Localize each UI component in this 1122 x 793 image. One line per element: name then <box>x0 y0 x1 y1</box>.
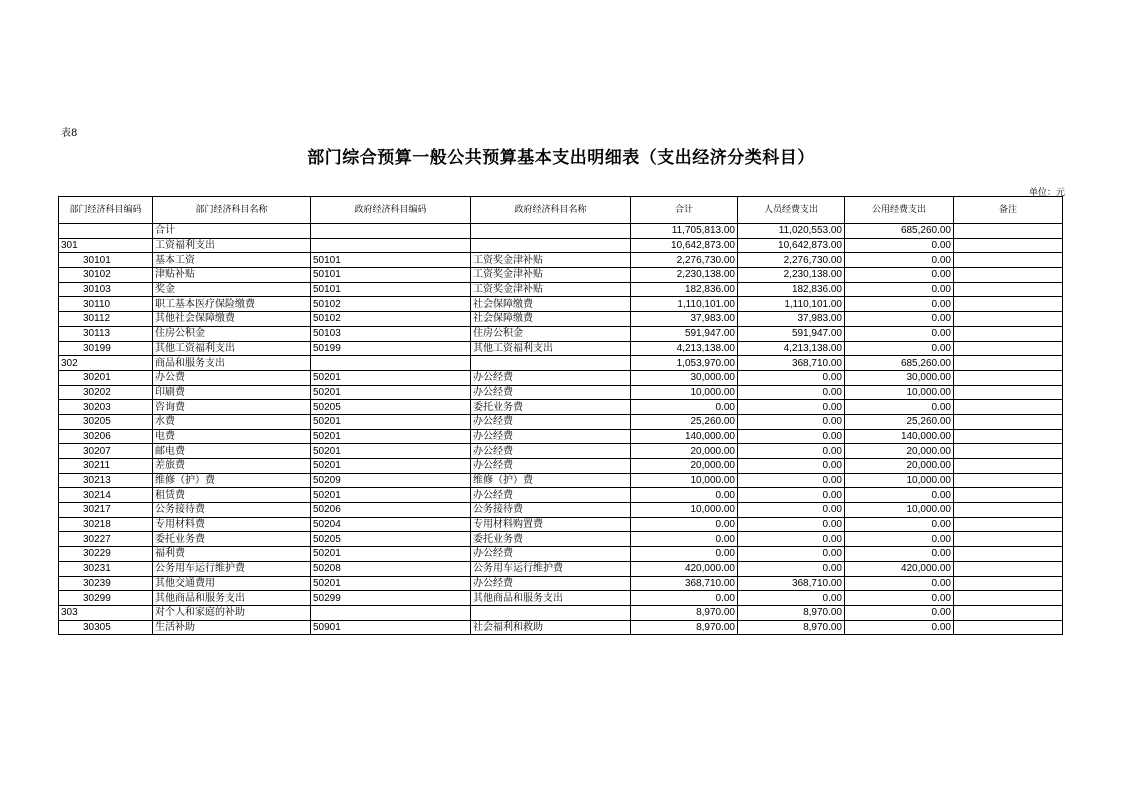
table-row <box>59 297 1063 312</box>
row-gov-code-cell: 50201 <box>311 385 471 400</box>
row-public-cell: 140,000.00 <box>845 429 954 444</box>
row-gov-name-cell: 公务接待费 <box>471 503 631 518</box>
row-code-cell: 30101 <box>59 253 153 268</box>
row-total-cell: 10,000.00 <box>631 473 738 488</box>
row-note-cell <box>954 356 1063 371</box>
table-row <box>59 532 1063 547</box>
row-code-cell: 30206 <box>59 429 153 444</box>
row-public-cell: 420,000.00 <box>845 561 954 576</box>
row-code-cell: 30211 <box>59 459 153 474</box>
row-total-cell: 37,983.00 <box>631 312 738 327</box>
row-note-cell <box>954 503 1063 518</box>
header-note: 备注 <box>954 197 1063 224</box>
row-public-cell: 30,000.00 <box>845 370 954 385</box>
table-row <box>59 312 1063 327</box>
row-personnel-cell: 368,710.00 <box>738 576 845 591</box>
row-personnel-cell: 0.00 <box>738 503 845 518</box>
row-personnel-cell: 8,970.00 <box>738 620 845 635</box>
row-personnel-cell: 2,276,730.00 <box>738 253 845 268</box>
row-gov-code-cell: 50102 <box>311 312 471 327</box>
row-personnel-cell: 0.00 <box>738 444 845 459</box>
row-personnel-cell: 0.00 <box>738 532 845 547</box>
row-gov-code-cell: 50204 <box>311 517 471 532</box>
table-row <box>59 620 1063 635</box>
table-number: 表8 <box>61 128 78 139</box>
row-personnel-cell: 2,230,138.00 <box>738 268 845 283</box>
row-name-cell: 租赁费 <box>153 488 311 503</box>
row-public-cell: 0.00 <box>845 297 954 312</box>
row-gov-code-cell: 50201 <box>311 576 471 591</box>
row-note-cell <box>954 385 1063 400</box>
row-note-cell <box>954 620 1063 635</box>
row-name-cell: 咨询费 <box>153 400 311 415</box>
row-gov-code-cell: 50201 <box>311 444 471 459</box>
row-total-cell: 10,000.00 <box>631 385 738 400</box>
row-code-cell: 30102 <box>59 268 153 283</box>
row-code-cell: 30110 <box>59 297 153 312</box>
row-code-cell: 30299 <box>59 591 153 606</box>
row-gov-name-cell: 维修（护）费 <box>471 473 631 488</box>
row-personnel-cell: 11,020,553.00 <box>738 224 845 239</box>
row-gov-name-cell <box>471 356 631 371</box>
row-gov-code-cell: 50201 <box>311 414 471 429</box>
row-name-cell: 其他交通费用 <box>153 576 311 591</box>
row-code-cell: 30113 <box>59 326 153 341</box>
row-gov-name-cell: 社会福利和救助 <box>471 620 631 635</box>
row-public-cell: 0.00 <box>845 282 954 297</box>
table-row <box>59 444 1063 459</box>
row-note-cell <box>954 547 1063 562</box>
row-gov-code-cell: 50201 <box>311 459 471 474</box>
row-gov-code-cell: 50201 <box>311 429 471 444</box>
table-row <box>59 370 1063 385</box>
row-personnel-cell: 10,642,873.00 <box>738 238 845 253</box>
row-public-cell: 10,000.00 <box>845 473 954 488</box>
row-gov-name-cell: 办公经费 <box>471 459 631 474</box>
row-code-cell: 30201 <box>59 370 153 385</box>
row-total-cell: 0.00 <box>631 517 738 532</box>
row-name-cell: 合计 <box>153 224 311 239</box>
row-note-cell <box>954 326 1063 341</box>
row-public-cell: 0.00 <box>845 576 954 591</box>
row-code-cell: 30231 <box>59 561 153 576</box>
row-gov-code-cell: 50199 <box>311 341 471 356</box>
table-row <box>59 561 1063 576</box>
row-gov-code-cell: 50205 <box>311 532 471 547</box>
row-name-cell: 公务接待费 <box>153 503 311 518</box>
row-personnel-cell: 0.00 <box>738 370 845 385</box>
row-personnel-cell: 182,836.00 <box>738 282 845 297</box>
row-public-cell: 0.00 <box>845 238 954 253</box>
row-gov-code-cell <box>311 356 471 371</box>
row-gov-name-cell: 其他商品和服务支出 <box>471 591 631 606</box>
row-note-cell <box>954 576 1063 591</box>
row-gov-name-cell: 其他工资福利支出 <box>471 341 631 356</box>
row-note-cell <box>954 224 1063 239</box>
row-gov-code-cell <box>311 605 471 620</box>
row-gov-code-cell: 50299 <box>311 591 471 606</box>
row-name-cell: 委托业务费 <box>153 532 311 547</box>
row-name-cell: 工资福利支出 <box>153 238 311 253</box>
row-gov-name-cell: 专用材料购置费 <box>471 517 631 532</box>
row-name-cell: 基本工资 <box>153 253 311 268</box>
row-public-cell: 0.00 <box>845 532 954 547</box>
row-name-cell: 职工基本医疗保险缴费 <box>153 297 311 312</box>
row-gov-name-cell: 社会保障缴费 <box>471 312 631 327</box>
row-total-cell: 1,110,101.00 <box>631 297 738 312</box>
row-gov-code-cell: 50201 <box>311 370 471 385</box>
row-total-cell: 0.00 <box>631 400 738 415</box>
row-gov-code-cell: 50206 <box>311 503 471 518</box>
table-row <box>59 576 1063 591</box>
row-public-cell: 0.00 <box>845 253 954 268</box>
unit-label: 单位：元 <box>1028 188 1065 198</box>
row-public-cell: 685,260.00 <box>845 224 954 239</box>
row-gov-code-cell: 50101 <box>311 253 471 268</box>
row-name-cell: 办公费 <box>153 370 311 385</box>
row-gov-code-cell: 50201 <box>311 488 471 503</box>
row-public-cell: 0.00 <box>845 268 954 283</box>
table-row <box>59 605 1063 620</box>
row-public-cell: 0.00 <box>845 605 954 620</box>
row-public-cell: 0.00 <box>845 326 954 341</box>
row-note-cell <box>954 532 1063 547</box>
row-gov-code-cell: 50102 <box>311 297 471 312</box>
row-gov-name-cell: 办公经费 <box>471 547 631 562</box>
row-note-cell <box>954 444 1063 459</box>
table-row <box>59 591 1063 606</box>
header-gov-name: 政府经济科目名称 <box>471 197 631 224</box>
row-gov-code-cell: 50201 <box>311 547 471 562</box>
row-gov-name-cell: 办公经费 <box>471 576 631 591</box>
row-gov-name-cell: 办公经费 <box>471 429 631 444</box>
row-personnel-cell: 0.00 <box>738 488 845 503</box>
row-note-cell <box>954 591 1063 606</box>
row-public-cell: 0.00 <box>845 488 954 503</box>
row-note-cell <box>954 429 1063 444</box>
row-gov-name-cell: 工资奖金津补贴 <box>471 268 631 283</box>
row-total-cell: 20,000.00 <box>631 444 738 459</box>
row-note-cell <box>954 297 1063 312</box>
row-total-cell: 368,710.00 <box>631 576 738 591</box>
row-personnel-cell: 0.00 <box>738 547 845 562</box>
row-code-cell <box>59 224 153 239</box>
row-code-cell: 30218 <box>59 517 153 532</box>
row-personnel-cell: 0.00 <box>738 429 845 444</box>
row-code-cell: 30207 <box>59 444 153 459</box>
header-personnel: 人员经费支出 <box>738 197 845 224</box>
row-total-cell: 0.00 <box>631 547 738 562</box>
row-public-cell: 0.00 <box>845 312 954 327</box>
table-row <box>59 414 1063 429</box>
row-public-cell: 0.00 <box>845 517 954 532</box>
row-personnel-cell: 368,710.00 <box>738 356 845 371</box>
row-total-cell: 0.00 <box>631 591 738 606</box>
row-code-cell: 30205 <box>59 414 153 429</box>
row-gov-code-cell: 50205 <box>311 400 471 415</box>
row-personnel-cell: 0.00 <box>738 591 845 606</box>
table-row <box>59 341 1063 356</box>
row-public-cell: 10,000.00 <box>845 385 954 400</box>
row-name-cell: 住房公积金 <box>153 326 311 341</box>
row-total-cell: 2,230,138.00 <box>631 268 738 283</box>
row-gov-name-cell: 办公经费 <box>471 370 631 385</box>
table-row <box>59 503 1063 518</box>
row-name-cell: 生活补助 <box>153 620 311 635</box>
row-gov-name-cell: 公务用车运行维护费 <box>471 561 631 576</box>
row-name-cell: 差旅费 <box>153 459 311 474</box>
row-personnel-cell: 0.00 <box>738 414 845 429</box>
row-total-cell: 0.00 <box>631 532 738 547</box>
row-public-cell: 20,000.00 <box>845 459 954 474</box>
row-code-cell: 30229 <box>59 547 153 562</box>
row-code-cell: 30214 <box>59 488 153 503</box>
row-code-cell: 30305 <box>59 620 153 635</box>
row-name-cell: 公务用车运行维护费 <box>153 561 311 576</box>
row-code-cell: 301 <box>59 238 153 253</box>
table-body <box>59 224 1063 635</box>
row-code-cell: 30213 <box>59 473 153 488</box>
table-row <box>59 473 1063 488</box>
table-row <box>59 488 1063 503</box>
row-public-cell: 0.00 <box>845 341 954 356</box>
row-public-cell: 0.00 <box>845 400 954 415</box>
row-note-cell <box>954 414 1063 429</box>
header-public: 公用经费支出 <box>845 197 954 224</box>
row-gov-name-cell: 工资奖金津补贴 <box>471 253 631 268</box>
table-row <box>59 326 1063 341</box>
row-name-cell: 水费 <box>153 414 311 429</box>
page-title: 部门综合预算一般公共预算基本支出明细表（支出经济分类科目） <box>307 148 815 168</box>
row-code-cell: 30202 <box>59 385 153 400</box>
table-row <box>59 429 1063 444</box>
row-public-cell: 0.00 <box>845 547 954 562</box>
row-total-cell: 0.00 <box>631 488 738 503</box>
row-note-cell <box>954 370 1063 385</box>
row-note-cell <box>954 253 1063 268</box>
row-name-cell: 印刷费 <box>153 385 311 400</box>
row-name-cell: 对个人和家庭的补助 <box>153 605 311 620</box>
row-total-cell: 182,836.00 <box>631 282 738 297</box>
row-total-cell: 1,053,970.00 <box>631 356 738 371</box>
row-code-cell: 30103 <box>59 282 153 297</box>
row-total-cell: 4,213,138.00 <box>631 341 738 356</box>
row-code-cell: 30217 <box>59 503 153 518</box>
row-gov-code-cell: 50208 <box>311 561 471 576</box>
row-gov-name-cell <box>471 238 631 253</box>
row-name-cell: 专用材料费 <box>153 517 311 532</box>
row-note-cell <box>954 517 1063 532</box>
row-name-cell: 奖金 <box>153 282 311 297</box>
row-total-cell: 591,947.00 <box>631 326 738 341</box>
row-code-cell: 302 <box>59 356 153 371</box>
row-total-cell: 10,642,873.00 <box>631 238 738 253</box>
row-total-cell: 8,970.00 <box>631 620 738 635</box>
row-gov-name-cell: 社会保障缴费 <box>471 297 631 312</box>
row-gov-name-cell: 办公经费 <box>471 488 631 503</box>
table-row <box>59 268 1063 283</box>
table-row <box>59 224 1063 239</box>
row-total-cell: 11,705,813.00 <box>631 224 738 239</box>
row-note-cell <box>954 312 1063 327</box>
row-public-cell: 0.00 <box>845 620 954 635</box>
row-gov-name-cell: 办公经费 <box>471 414 631 429</box>
row-name-cell: 福利费 <box>153 547 311 562</box>
row-total-cell: 2,276,730.00 <box>631 253 738 268</box>
table-row <box>59 517 1063 532</box>
row-code-cell: 30199 <box>59 341 153 356</box>
row-personnel-cell: 0.00 <box>738 561 845 576</box>
row-gov-name-cell: 委托业务费 <box>471 400 631 415</box>
row-code-cell: 30227 <box>59 532 153 547</box>
expenditure-table <box>58 196 1063 635</box>
row-note-cell <box>954 238 1063 253</box>
row-public-cell: 25,260.00 <box>845 414 954 429</box>
row-note-cell <box>954 459 1063 474</box>
table-row <box>59 547 1063 562</box>
row-total-cell: 20,000.00 <box>631 459 738 474</box>
row-gov-code-cell: 50101 <box>311 268 471 283</box>
row-total-cell: 420,000.00 <box>631 561 738 576</box>
row-gov-code-cell: 50103 <box>311 326 471 341</box>
row-total-cell: 25,260.00 <box>631 414 738 429</box>
row-note-cell <box>954 473 1063 488</box>
table-row <box>59 282 1063 297</box>
row-gov-name-cell <box>471 605 631 620</box>
row-personnel-cell: 0.00 <box>738 517 845 532</box>
row-note-cell <box>954 268 1063 283</box>
row-gov-name-cell: 办公经费 <box>471 385 631 400</box>
row-note-cell <box>954 341 1063 356</box>
row-name-cell: 维修（护）费 <box>153 473 311 488</box>
row-personnel-cell: 8,970.00 <box>738 605 845 620</box>
row-note-cell <box>954 400 1063 415</box>
row-public-cell: 685,260.00 <box>845 356 954 371</box>
header-total: 合计 <box>631 197 738 224</box>
row-note-cell <box>954 605 1063 620</box>
row-name-cell: 电费 <box>153 429 311 444</box>
table-row <box>59 356 1063 371</box>
row-total-cell: 140,000.00 <box>631 429 738 444</box>
row-personnel-cell: 0.00 <box>738 459 845 474</box>
table-row <box>59 459 1063 474</box>
row-personnel-cell: 4,213,138.00 <box>738 341 845 356</box>
row-gov-code-cell <box>311 238 471 253</box>
row-personnel-cell: 591,947.00 <box>738 326 845 341</box>
row-name-cell: 其他工资福利支出 <box>153 341 311 356</box>
row-gov-code-cell: 50101 <box>311 282 471 297</box>
row-public-cell: 0.00 <box>845 591 954 606</box>
row-public-cell: 10,000.00 <box>845 503 954 518</box>
row-name-cell: 其他商品和服务支出 <box>153 591 311 606</box>
row-code-cell: 303 <box>59 605 153 620</box>
row-personnel-cell: 0.00 <box>738 385 845 400</box>
row-gov-code-cell: 50209 <box>311 473 471 488</box>
row-name-cell: 津贴补贴 <box>153 268 311 283</box>
row-total-cell: 8,970.00 <box>631 605 738 620</box>
row-gov-code-cell: 50901 <box>311 620 471 635</box>
row-gov-name-cell: 工资奖金津补贴 <box>471 282 631 297</box>
row-gov-name-cell: 委托业务费 <box>471 532 631 547</box>
row-name-cell: 商品和服务支出 <box>153 356 311 371</box>
table-row <box>59 385 1063 400</box>
row-note-cell <box>954 282 1063 297</box>
header-dept-code: 部门经济科目编码 <box>59 197 153 224</box>
row-personnel-cell: 1,110,101.00 <box>738 297 845 312</box>
row-public-cell: 20,000.00 <box>845 444 954 459</box>
row-gov-name-cell: 办公经费 <box>471 444 631 459</box>
header-dept-name: 部门经济科目名称 <box>153 197 311 224</box>
table-row <box>59 400 1063 415</box>
row-gov-name-cell: 住房公积金 <box>471 326 631 341</box>
row-personnel-cell: 37,983.00 <box>738 312 845 327</box>
row-note-cell <box>954 561 1063 576</box>
row-gov-name-cell <box>471 224 631 239</box>
row-code-cell: 30239 <box>59 576 153 591</box>
row-personnel-cell: 0.00 <box>738 473 845 488</box>
row-code-cell: 30203 <box>59 400 153 415</box>
header-gov-code: 政府经济科目编码 <box>311 197 471 224</box>
table-row <box>59 253 1063 268</box>
row-gov-code-cell <box>311 224 471 239</box>
row-name-cell: 其他社会保障缴费 <box>153 312 311 327</box>
row-name-cell: 邮电费 <box>153 444 311 459</box>
table-header-row <box>59 197 1063 224</box>
row-total-cell: 30,000.00 <box>631 370 738 385</box>
table-row <box>59 238 1063 253</box>
row-code-cell: 30112 <box>59 312 153 327</box>
row-total-cell: 10,000.00 <box>631 503 738 518</box>
row-note-cell <box>954 488 1063 503</box>
row-personnel-cell: 0.00 <box>738 400 845 415</box>
